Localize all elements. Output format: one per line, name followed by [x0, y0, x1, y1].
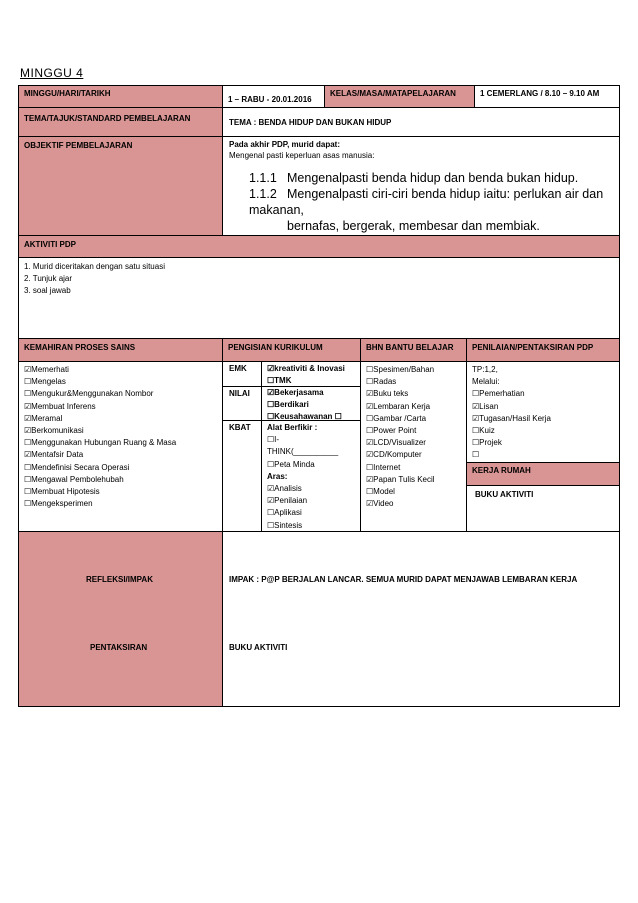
kelas-label: KELAS/MASA/MATAPELAJARAN: [330, 89, 456, 98]
objektif-sub: Mengenal pasti keperluan asas manusia:: [229, 151, 375, 160]
penilaian-item: ☑Tugasan/Hasil Kerja: [472, 413, 551, 423]
bhn-item: ☐Power Point: [366, 426, 417, 436]
refleksi-value: IMPAK : P@P BERJALAN LANCAR. SEMUA MURID DAPAT MENJAWAB LEMBARAN KERJA: [229, 575, 578, 584]
kps-item: ☐Mengukur&Menggunakan Nombor: [24, 389, 154, 399]
tema-label-cell: [18, 107, 223, 137]
penilaian-item: Melalui:: [472, 377, 500, 387]
penilaian-item: ☐: [472, 450, 480, 460]
minggu-label: MINGGU/HARI/TARIKH: [24, 89, 111, 98]
kps-list: [18, 361, 223, 532]
emk-item: ☑kreativiti & Inovasi: [267, 364, 345, 373]
bhn-item: ☐Internet: [366, 462, 401, 472]
aras-item: ☑Penilaian: [267, 496, 308, 506]
kbat-head: Alat Berfikir :: [267, 423, 318, 432]
nilai-item: ☑Bekerjasama: [267, 388, 324, 397]
kerja-rumah-value-cell: [466, 485, 620, 532]
kps-item: ☐Membuat Hipotesis: [24, 487, 100, 497]
kps-item: ☑Membuat Inferens: [24, 401, 96, 411]
objektif-item: bernafas, bergerak, membesar dan membiak.: [287, 219, 540, 233]
tema-value-cell: [222, 107, 620, 137]
emk-item: ☐TMK: [267, 376, 292, 386]
bhn-item: ☐Spesimen/Bahan: [366, 365, 435, 374]
list-item: 1. Murid diceritakan dengan satu situasi: [24, 262, 165, 271]
penilaian-item: ☐Pemerhatian: [472, 389, 525, 399]
kurikulum-header: PENGISIAN KURIKULUM: [222, 338, 361, 362]
list-item: 2. Tunjuk ajar: [24, 274, 73, 284]
objektif-label: OBJEKTIF PEMBELAJARAN: [24, 141, 133, 150]
bhn-header: BHN BANTU BELAJAR: [360, 338, 467, 362]
nilai-item: ☐Berdikari: [267, 400, 309, 410]
kbat-item: ☐I-: [267, 435, 280, 445]
kps-item: ☐Mendefinisi Secara Operasi: [24, 462, 130, 472]
kelas-value: 1 CEMERLANG / 8.10 – 9.10 AM: [480, 89, 600, 98]
aras-item: ☐Aplikasi: [267, 508, 302, 518]
pentaksiran-label: PENTAKSIRAN: [90, 643, 148, 652]
bhn-item: ☑Buku teks: [366, 389, 409, 399]
bhn-item: ☑Papan Tulis Kecil: [366, 474, 435, 484]
kps-item: ☑Meramal: [24, 413, 63, 423]
emk-list: [267, 363, 345, 387]
kbat-item: ☐Peta Minda: [267, 459, 315, 469]
kps-item: ☐Mengelas: [24, 377, 66, 387]
kbat-item: THINK(__________: [267, 447, 339, 457]
kps-item: ☑Berkomunikasi: [24, 426, 84, 436]
refleksi-label: REFLEKSI/IMPAK: [86, 575, 153, 584]
tema-label: TEMA/TAJUK/STANDARD PEMBELAJARAN: [24, 114, 191, 123]
pentaksiran-value: BUKU AKTIVITI: [229, 643, 288, 652]
kbat-label: KBAT: [229, 423, 251, 432]
kps-header: KEMAHIRAN PROSES SAINS: [18, 338, 223, 362]
minggu-value: 1 – RABU - 20.01.2016: [228, 95, 312, 104]
kelas-label-cell: [324, 85, 475, 108]
bhn-item: ☐Model: [366, 487, 395, 497]
penilaian-header: PENILAIAN/PENTAKSIRAN PDP: [466, 338, 620, 362]
tema-value: TEMA : BENDA HIDUP DAN BUKAN HIDUP: [229, 118, 392, 127]
bhn-item: ☐Radas: [366, 377, 397, 387]
aras-item: ☐Sintesis: [267, 520, 303, 530]
objektif-item: 1.1.1 Mengenalpasti benda hidup dan benda bukan hidup.: [249, 171, 579, 185]
penilaian-list: [466, 361, 620, 463]
minggu-value-cell: [222, 85, 325, 108]
aras-head: Aras:: [267, 471, 288, 481]
aras-item: ☑Analisis: [267, 484, 302, 494]
objektif-label-cell: [18, 136, 223, 236]
aktiviti-label-cell: [18, 235, 620, 258]
aktiviti-label: AKTIVITI PDP: [24, 240, 77, 249]
penilaian-item: TP:1,2,: [472, 365, 498, 374]
bhn-item: ☑CD/Komputer: [366, 450, 422, 460]
objektif-value-cell: [222, 136, 620, 236]
bhn-item: ☑LCD/Visualizer: [366, 438, 426, 448]
bhn-item: ☑Lembaran Kerja: [366, 401, 431, 411]
kps-item: ☐Mengeksperimen: [24, 499, 93, 509]
bhn-list: [360, 361, 467, 532]
objektif-intro: Pada akhir PDP, murid dapat:: [229, 140, 340, 149]
bhn-item: ☑Video: [366, 499, 394, 509]
kerja-rumah-label: KERJA RUMAH: [472, 466, 531, 475]
nilai-item: ☐Keusahawanan ☐: [267, 412, 342, 422]
refleksi-label-cell: [18, 531, 223, 707]
bhn-item: ☐Gambar /Carta: [366, 413, 427, 423]
kerja-rumah-value: BUKU AKTIVITI: [475, 490, 534, 499]
emk-label: EMK: [229, 364, 247, 373]
list-item: 3. soal jawab: [24, 286, 71, 296]
kps-item: ☑Memerhati: [24, 365, 69, 374]
nilai-label: NILAI: [229, 389, 250, 398]
penilaian-item: ☑Lisan: [472, 401, 499, 411]
kbat-list: [267, 422, 338, 532]
aktiviti-list: [18, 257, 620, 339]
kelas-value-cell: [474, 85, 620, 108]
kps-item: ☑Mentafsir Data: [24, 450, 84, 460]
kps-item: ☐Mengawal Pembolehubah: [24, 474, 124, 484]
kps-item: ☐Menggunakan Hubungan Ruang & Masa: [24, 438, 177, 448]
objektif-item: 1.1.2 Mengenalpasti ciri-ciri benda hidup iaitu: perlukan air dan makanan,: [249, 187, 604, 217]
minggu-label-cell: [18, 85, 223, 108]
page-title: MINGGU 4: [20, 66, 84, 80]
penilaian-item: ☐Projek: [472, 438, 502, 448]
penilaian-item: ☐Kuiz: [472, 426, 495, 436]
nilai-list: [267, 387, 342, 424]
kerja-rumah-label-cell: [466, 462, 620, 486]
refleksi-value-cell: [222, 531, 620, 707]
